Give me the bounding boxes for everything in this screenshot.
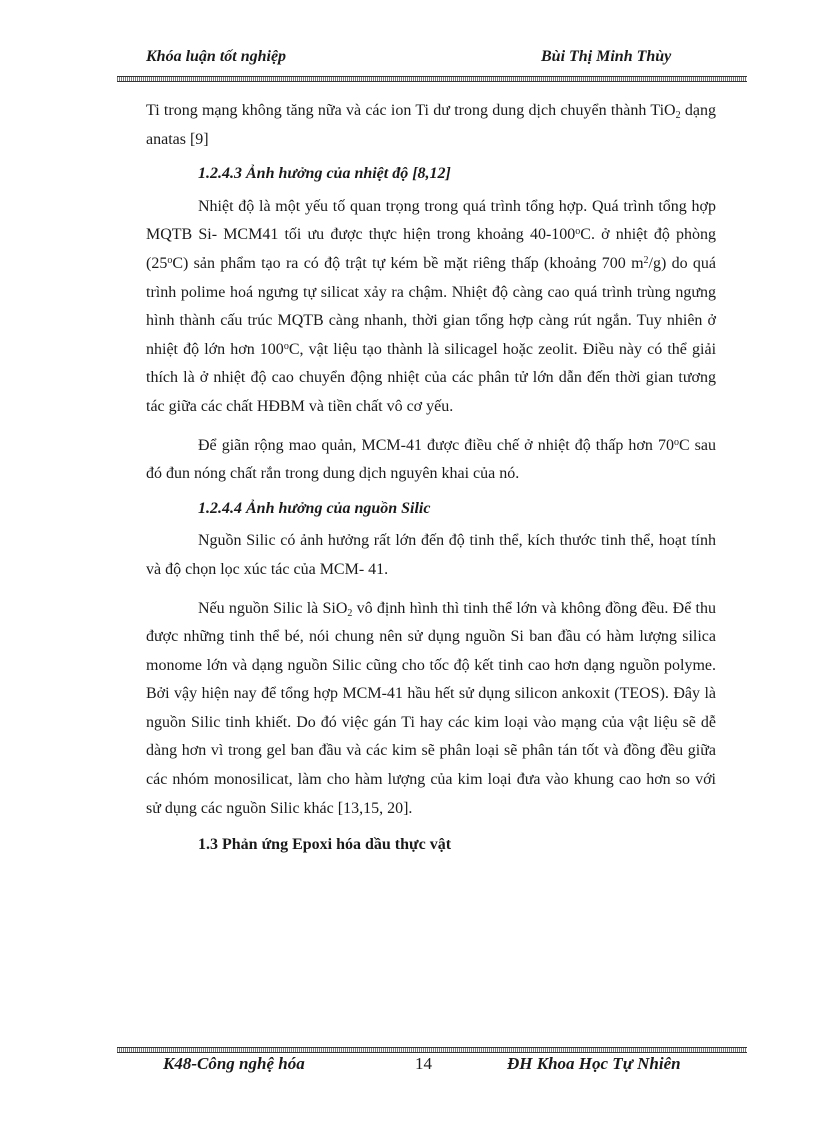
section-heading-1-2-4-4: 1.2.4.4 Ảnh hưởng của nguồn Silic: [198, 499, 431, 517]
page-number: 14: [415, 1054, 432, 1073]
paragraph-temperature: Nhiệt độ là một yếu tố quan trọng trong quá trình tổng hợp. Quá trình tổng hợp MQTB Si- MCM41 tối ưu được thực hiện trong khoảng 40-100$^o$C. ở nhiệt độ phòng (25$^o$C) sản phẩm tạo ra có độ trật tự kém bề mặt riêng thấp (khoảng 700 $m^2/g$) do quá trình polime hoá ngưng tự silicat xảy ra chậm. Nhiệt độ càng cao quá trình trùng ngưng hình thành cấu trúc MQTB càng nhanh, thời gian tổng hợp càng rút ngắn. Tuy nhiên ở nhiệt độ lớn hơn 100$^o$C, vật liệu tạo thành là silicagel hoặc zeolit. Điều này có thể giải thích là ở nhiệt độ cao chuyển động nhiệt của các phân tử lớn dẫn đến thời gian tương tác giữa các chất HĐBM và tiền chất vô cơ yếu.: [146, 197, 717, 415]
page-body: [146, 97, 716, 860]
paragraph-silicon-types: Nếu nguồn Silic là SiO$_2$ vô định hình thì tinh thể lớn và không đồng đều. Để thu được những tinh thể bé, nói chung nên sử dụng nguồn Si ban đầu có hàm lượng silica monome lớn và dạng nguồn Silic cũng cho tốc độ kết tinh cao hơn dạng nguồn polyme. Bởi vậy hiện nay để tổng hợp MCM-41 hầu hết sử dụng silicon ankoxit (TEOS). Đây là nguồn Silic tinh khiết. Do đó việc gán Ti hay các kim loại vào mạng của vật liệu sẽ dễ dàng hơn vì trong gel ban đầu và các kim sẽ phân loại sẽ phân tán tốt và đồng đều giữa các nhóm monosilicat, làm cho hàm lượng của kim loại đưa vào khung cao hơn so với sử dụng các nguồn Silic khác [13,15, 20].: [146, 599, 717, 817]
paragraph-continuation: Ti trong mạng không tăng nữa và các ion Ti dư trong dung dịch chuyển thành TiO$_2$ dạng anatas [9]: [146, 102, 716, 148]
section-heading-1-3: 1.3 Phản ứng Epoxi hóa dầu thực vật: [198, 836, 452, 854]
footer-course: K48-Công nghệ hóa: [163, 1054, 305, 1073]
header-thesis-title: Khóa luận tốt nghiệp: [146, 48, 287, 65]
section-heading-1-2-4-3: 1.2.4.3 Ảnh hưởng của nhiệt độ [8,12]: [198, 165, 451, 183]
footer-rule: [117, 1047, 747, 1053]
paragraph-silicon-source: Nguồn Silic có ảnh hưởng rất lớn đến độ tinh thể, kích thước tinh thể, hoạt tính và độ chọn lọc xúc tác của MCM- 41.: [146, 532, 716, 578]
page-footer: [117, 1054, 747, 1076]
footer-university: ĐH Khoa Học Tự Nhiên: [507, 1054, 681, 1073]
header-rule: [117, 76, 747, 82]
header-author: Bùi Thị Minh Thùy: [541, 48, 672, 65]
page-header: [117, 48, 746, 70]
paragraph-pore-expansion: Để giãn rộng mao quản, MCM-41 được điều chế ở nhiệt độ thấp hơn 70$^o$C sau đó đun nóng chất rắn trong dung dịch nguyên khai của nó.: [146, 436, 717, 483]
